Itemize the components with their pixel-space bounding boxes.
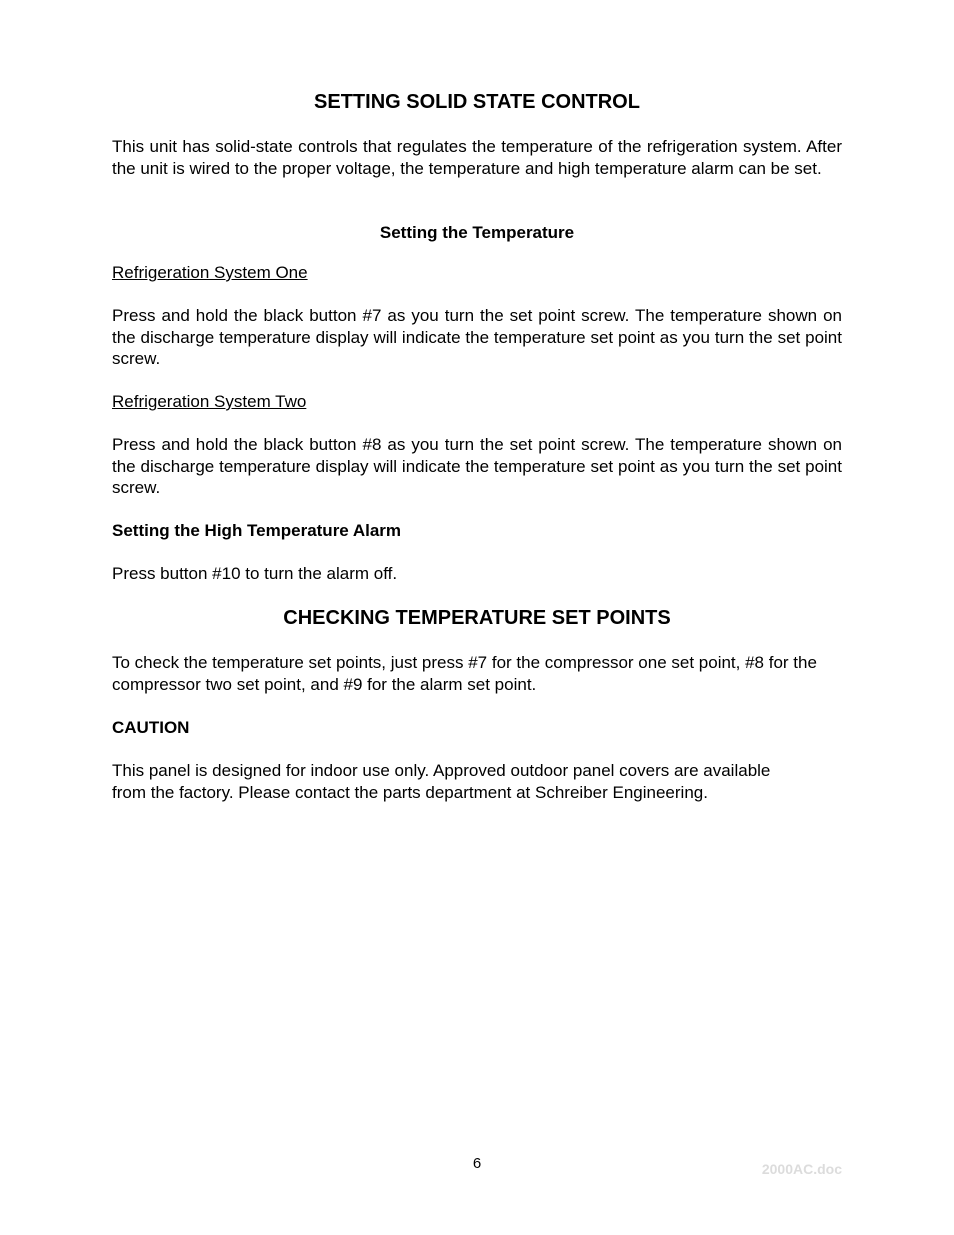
heading-setting-solid-state-control: SETTING SOLID STATE CONTROL [314, 91, 640, 113]
label-refrigeration-system-two: Refrigeration System Two [112, 392, 307, 411]
caution-paragraph: This panel is designed for indoor use only. Approved outdoor panel covers are available from the factory. Please contact the parts department at Schreiber Engineering. [112, 761, 771, 802]
heading-high-temperature-alarm: Setting the High Temperature Alarm [112, 521, 402, 540]
intro-paragraph: This unit has solid-state controls that regulates the temperature of the refrigeration system. After the unit is wired to the proper voltage, the temperature and high temperature alarm can be set. [112, 137, 842, 178]
heading-checking-temperature-set-points: CHECKING TEMPERATURE SET POINTS [283, 607, 671, 629]
alarm-paragraph: Press button #10 to turn the alarm off. [112, 564, 398, 583]
set-points-paragraph: To check the temperature set points, just press #7 for the compressor one set point, #8 for the compressor two set point, and #9 for the alarm set point. [112, 653, 817, 694]
system-one-paragraph: Press and hold the black button #7 as you turn the set point screw. The temperature shown on the discharge temperature display will indicate the temperature set point as you turn the set point screw. [112, 306, 842, 368]
label-refrigeration-system-one: Refrigeration System One [112, 263, 308, 282]
page-number: 6 [472, 1155, 482, 1172]
document-filename: 2000AC.doc [761, 1161, 842, 1177]
heading-caution: CAUTION [112, 718, 190, 737]
system-two-paragraph: Press and hold the black button #8 as you turn the set point screw. The temperature shown on the discharge temperature display will indicate the temperature set point as you turn the set point screw. [112, 435, 842, 497]
heading-setting-the-temperature: Setting the Temperature [379, 223, 575, 242]
